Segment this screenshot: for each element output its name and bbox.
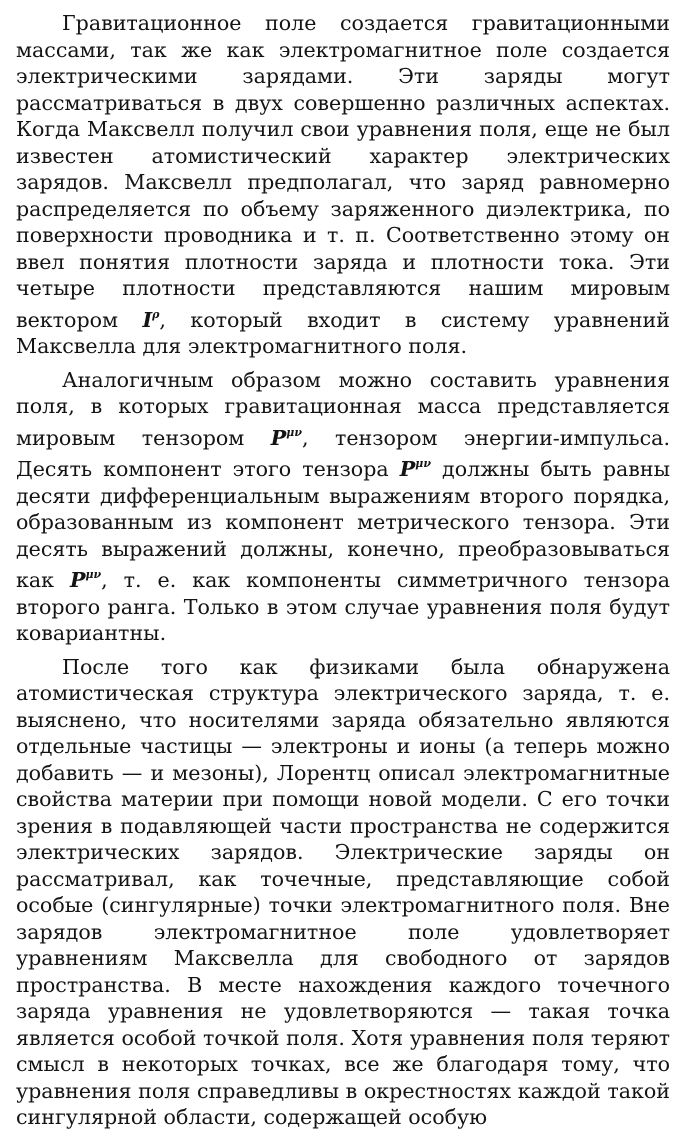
math-symbol-I: $I^\rho$ [142, 307, 160, 332]
text-run: , который входит в систему уравнений Максвелла для электромагнитного поля. [16, 307, 670, 358]
document-page [16, 10, 670, 1131]
text-run: Аналогичным образом можно составить уравнения поля, в которых гравитационная масса представляется мировым тензором [16, 367, 670, 450]
math-symbol-P: $P^{\mu\nu}$ [399, 457, 431, 481]
math-symbol-P: $P^{\mu\nu}$ [69, 568, 102, 592]
paragraph-3 [16, 654, 670, 1131]
text-run: , т. е. как компоненты симметричного тензора второго ранга. Только в этом случае уравнения поля будут ковариантны. [16, 568, 670, 645]
text-run: После того как физиками была обнаружена атомистическая структура электрического заряда, т. е. выяснено, что носителями заряда обязательно являются отдельные частицы — электроны и ионы (а теперь можно добавить — и мезоны), Лорентц описал электромагнитные свойства материи при помощи новой модели. С его точки зрения в подавляющей части пространства не содержится электрических зарядов. Электрические заряды он рассматривал, как точечные, представляющие собой особые (сингулярные) точки электромагнитного поля. Вне зарядов электромагнитное поле удовлетворяет уравнениям Максвелла для свободного от зарядов пространства. В месте нахождения каждого точечного заряда уравнения не удовлетворяются — такая точка является особой точкой поля. Хотя уравнения поля теряют смысл в некоторых точках, все же благодаря тому, что уравнения поля справедливы в окрестностях каждой такой сингулярной области, содержащей особую [16, 654, 670, 1129]
text-run: , тензором энергии-импульса. Десять компонент этого тензора [16, 425, 670, 481]
text-run: должны быть равны десяти дифференциальным выражениям второго порядка, образованным из компонент метрического тензора. Эти десять выражений должны, конечно, преобразовываться как [16, 457, 670, 592]
text-run: Гравитационное поле создается гравитационными массами, так же как электромагнитное поле создается электрическими зарядами. Эти заряды могут рассматриваться в двух совершенно различных аспектах. Когда Максвелл получил свои уравнения поля, еще не был известен атомистический характер электрических зарядов. Максвелл предполагал, что заряд равномерно распределяется по объему заряженного диэлектрика, по поверхности проводника и т. п. Соответственно этому он ввел понятия плотности заряда и плотности тока. Эти четыре плотности представляются нашим мировым вектором [16, 11, 670, 332]
paragraph-2 [16, 367, 670, 647]
math-symbol-P: $P^{\mu\nu}$ [270, 425, 302, 450]
paragraph-1 [16, 10, 670, 360]
